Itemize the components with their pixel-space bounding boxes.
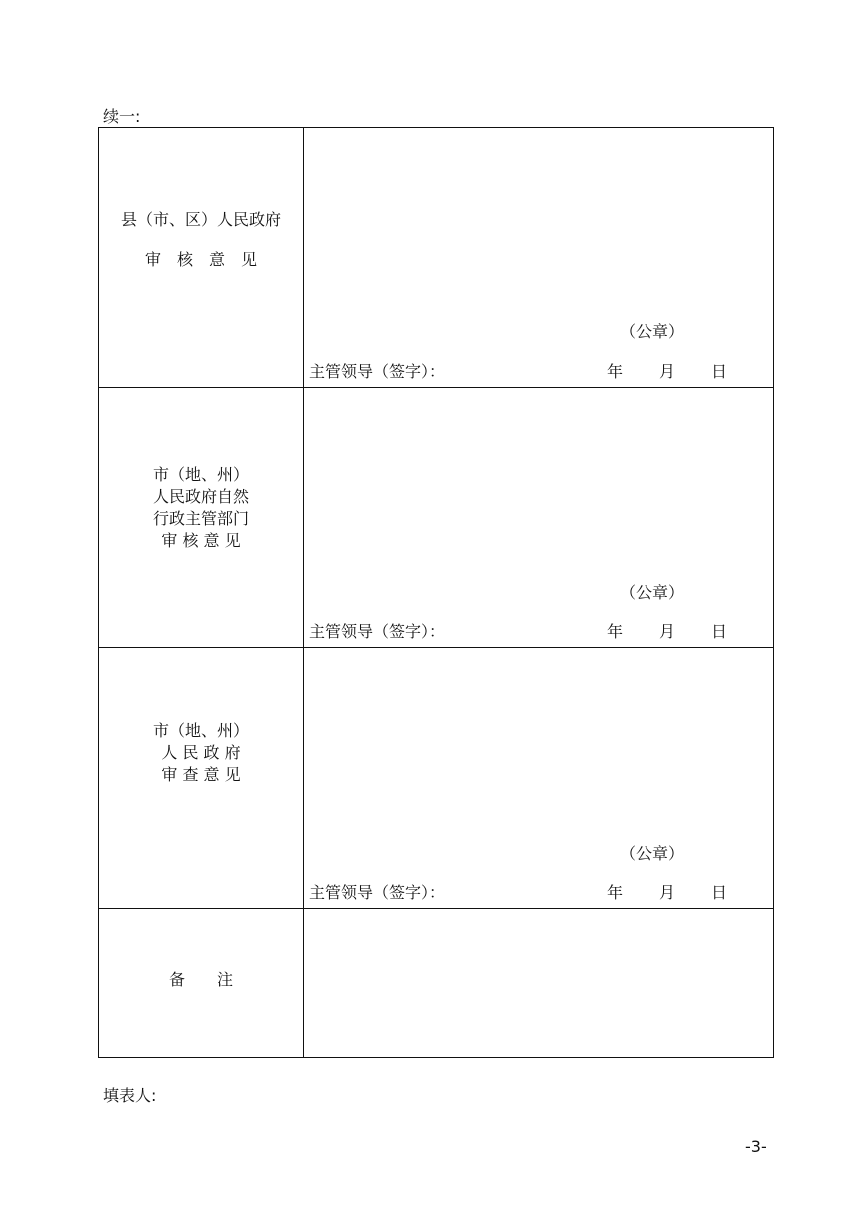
official-seal-label: （公章） bbox=[620, 844, 685, 863]
opinion-area[interactable] bbox=[304, 128, 773, 387]
date-year-label: 年 bbox=[607, 622, 624, 641]
section-label bbox=[99, 128, 304, 387]
continued-label: 续一: bbox=[103, 107, 141, 126]
date-day-label: 日 bbox=[711, 362, 728, 381]
official-seal-label: （公章） bbox=[620, 583, 685, 602]
section-municipal-government-review bbox=[99, 648, 773, 909]
section-label-line: 审 核 意 见 bbox=[161, 530, 241, 550]
official-seal-label: （公章） bbox=[620, 322, 685, 341]
opinion-area[interactable] bbox=[304, 648, 773, 908]
opinion-area[interactable] bbox=[304, 388, 773, 647]
review-form-table bbox=[98, 127, 774, 1058]
page-number: -3- bbox=[745, 1137, 767, 1156]
section-label-line: 县（市、区）人民政府 bbox=[120, 209, 281, 229]
section-label-line: 行政主管部门 bbox=[152, 508, 249, 528]
leader-signature-label: 主管领导（签字）： bbox=[309, 883, 446, 902]
date-year-label: 年 bbox=[607, 362, 624, 381]
date-day-label: 日 bbox=[711, 883, 728, 902]
section-label-line: 市（地、州） bbox=[152, 721, 249, 740]
section-county-review bbox=[99, 128, 773, 388]
section-label-line: 审 查 意 见 bbox=[161, 765, 241, 784]
section-label-line: 人民政府自然 bbox=[152, 486, 249, 506]
date-day-label: 日 bbox=[711, 622, 728, 641]
section-label-line: 市（地、州） bbox=[152, 464, 249, 484]
date-month-label: 月 bbox=[659, 622, 676, 641]
section-label-line: 人 民 政 府 bbox=[161, 743, 241, 762]
remarks-area[interactable] bbox=[304, 909, 773, 1057]
section-label bbox=[99, 388, 304, 647]
remarks-label bbox=[99, 909, 304, 1057]
form-filler-label: 填表人: bbox=[103, 1086, 157, 1105]
remarks-label-text: 备 注 bbox=[168, 970, 233, 989]
section-label bbox=[99, 648, 304, 908]
date-month-label: 月 bbox=[659, 883, 676, 902]
section-label-line: 审 核 意 见 bbox=[144, 249, 257, 269]
section-municipal-resources-review bbox=[99, 388, 773, 648]
leader-signature-label: 主管领导（签字）： bbox=[309, 362, 446, 381]
date-year-label: 年 bbox=[607, 883, 624, 902]
date-month-label: 月 bbox=[659, 362, 676, 381]
section-remarks bbox=[99, 909, 773, 1057]
leader-signature-label: 主管领导（签字）： bbox=[309, 622, 446, 641]
